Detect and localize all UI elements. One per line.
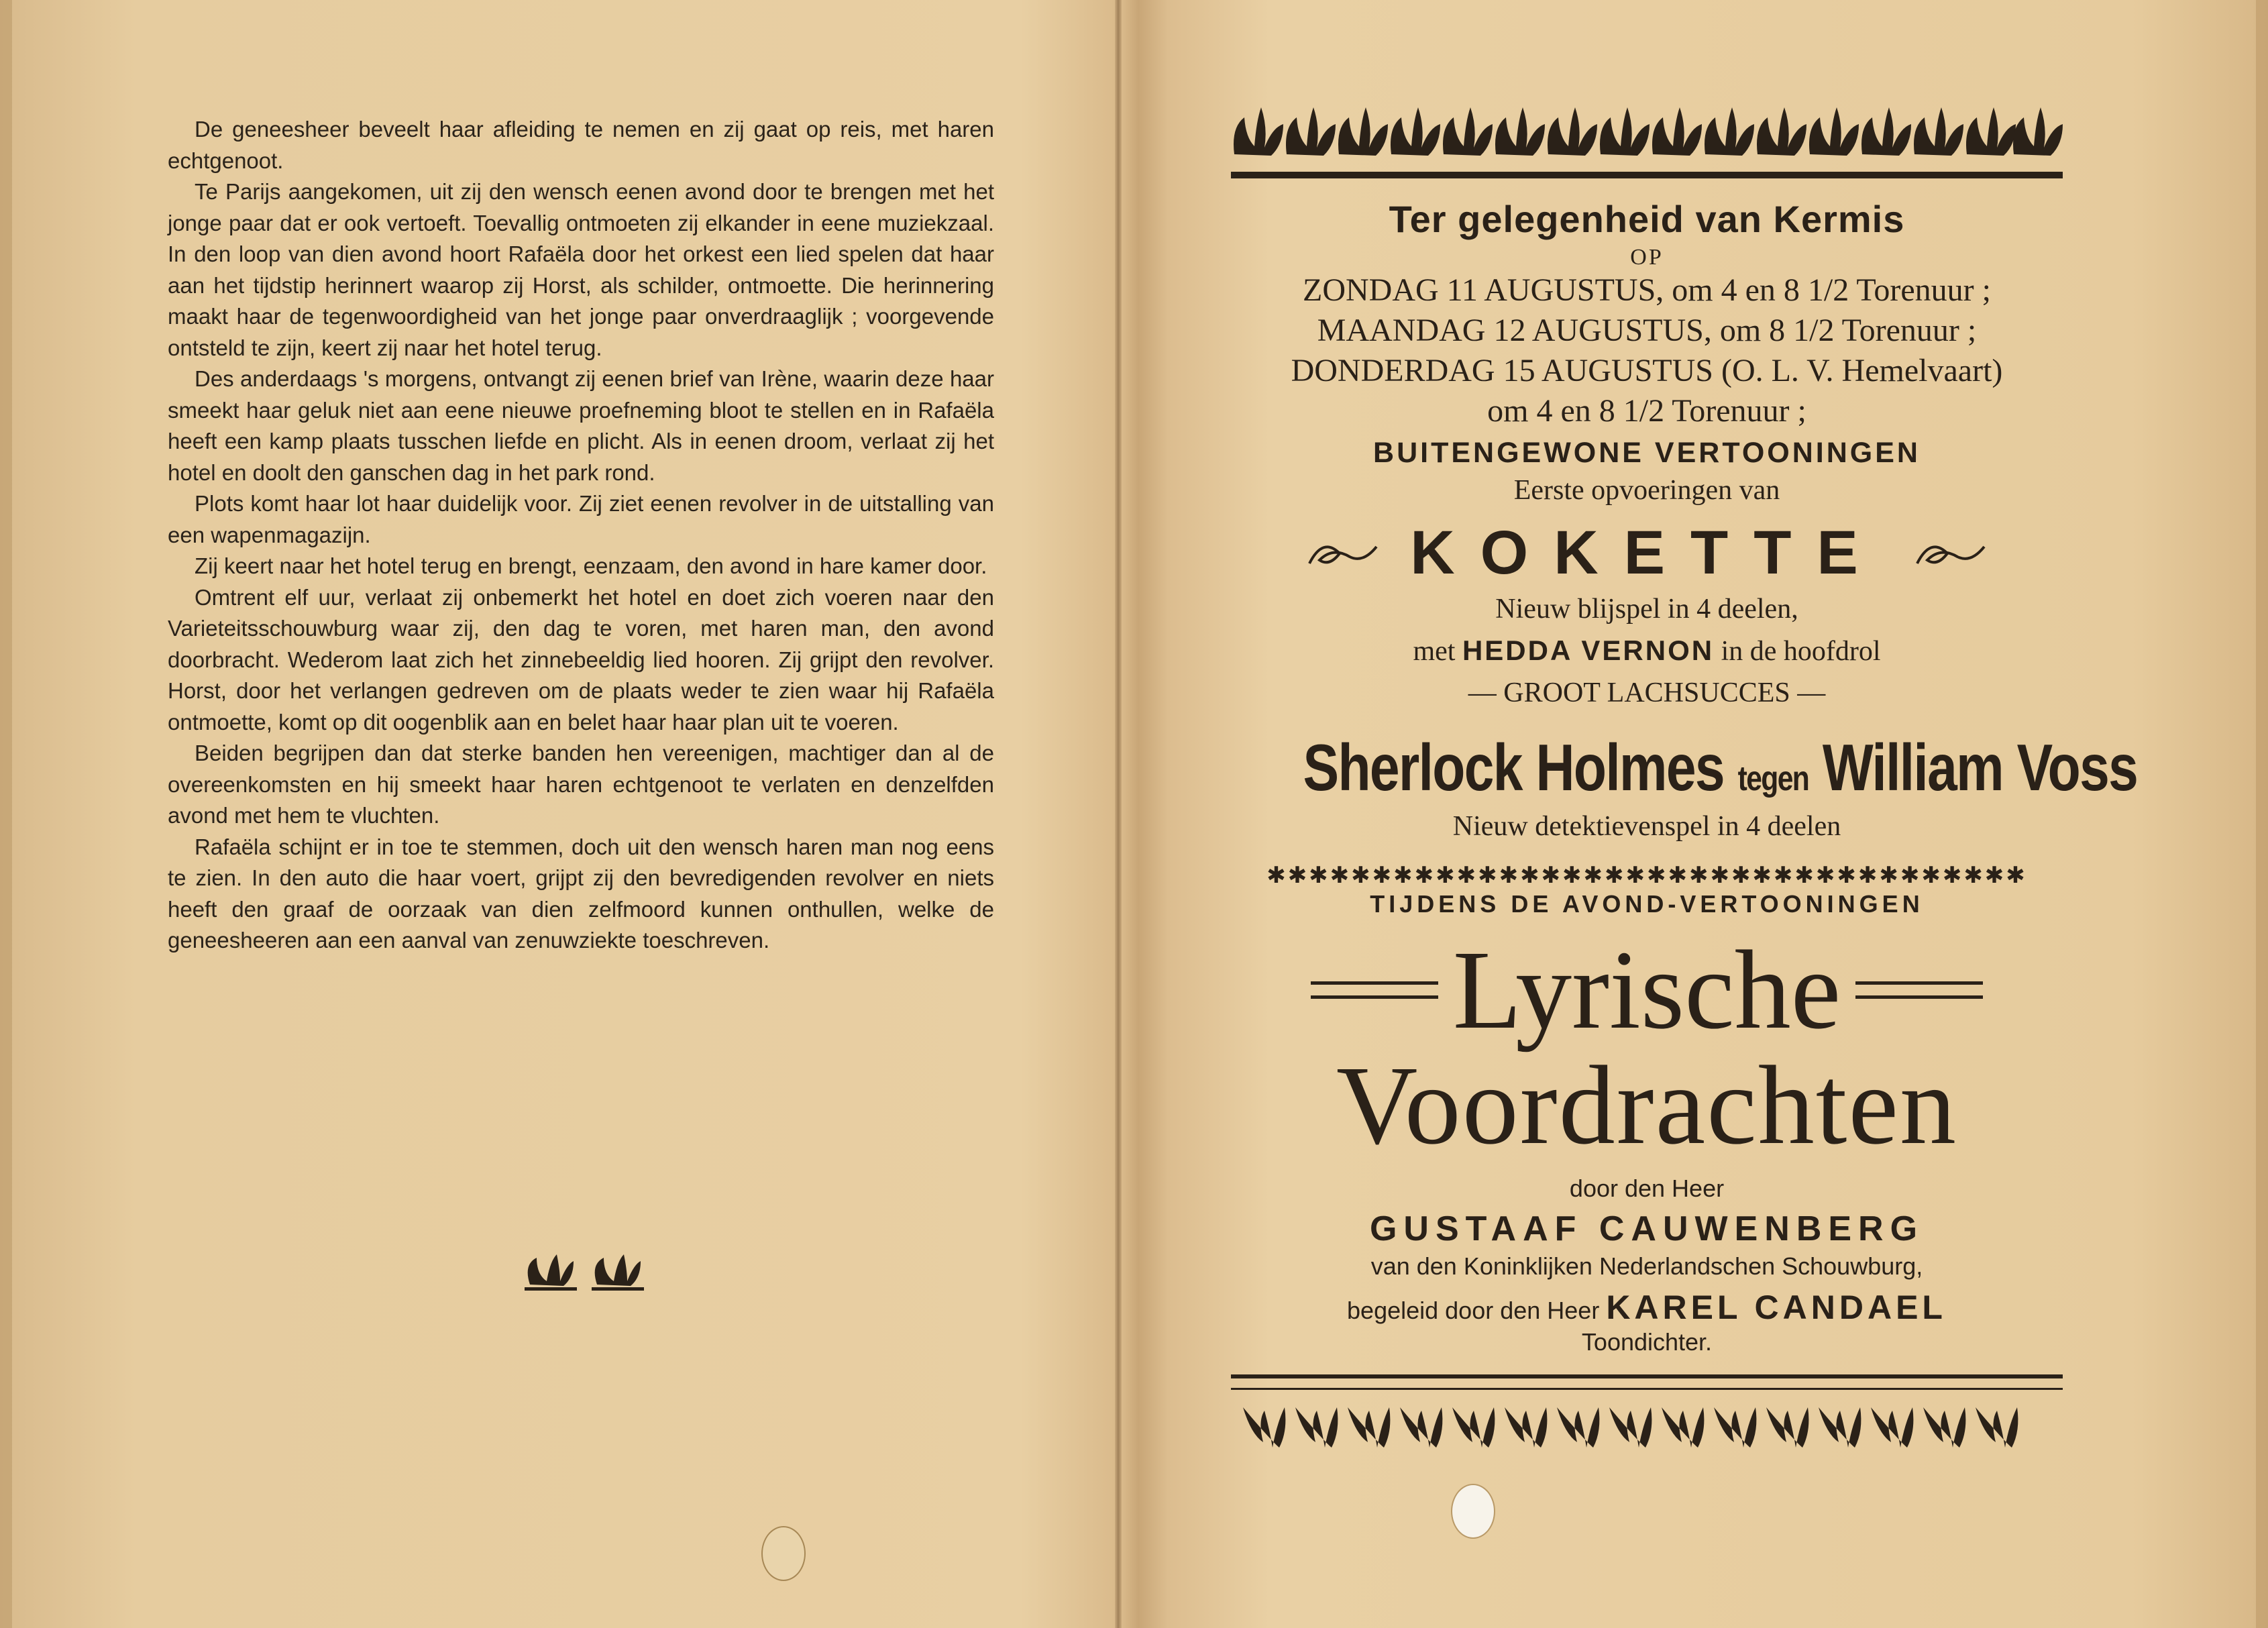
paragraph: Des anderdaags 's morgens, ontvangt zij eenen brief van Irène, waarin deze haar smeekt haar geluk niet aan eene nieuwe proefneming bloot te stellen en in Rafaëla heeft een kamp plaats tusschen liefde en plicht. Als in eenen droom, verlaat zij het hotel en doolt den ganschen dag in het park rond.: [168, 366, 994, 485]
voordrachten-title: Voordrachten: [1336, 1043, 1957, 1168]
kokette-title-row: [1228, 518, 2066, 588]
paragraph: Zij keert naar het hotel terug en brengt, eenzaam, den avond in hare kamer door.: [195, 553, 987, 578]
eerste-line: Eerste opvoeringen van: [1513, 475, 1780, 506]
hoofdrol-text: in de hoofdrol: [1721, 636, 1881, 667]
gustaaf-name: GUSTAAF CAUWENBERG: [1369, 1209, 1925, 1248]
paragraph: Plots komt haar lot haar duidelijk voor. Zij ziet eenen revolver in de uitstalling van een wapenmagazijn.: [168, 491, 994, 547]
met-word: met: [1413, 636, 1456, 667]
buitengewone-heading: BUITENGEWONE VERTOONINGEN: [1373, 437, 1921, 469]
center-fold: [1115, 0, 1122, 1628]
punch-hole-left: [761, 1526, 806, 1581]
left-page-edge: [0, 0, 12, 1628]
date-line: om 4 en 8 1/2 Torenuur ;: [1487, 393, 1806, 429]
kokette-title: KOKETTE: [1410, 519, 1884, 587]
karel-name: KAREL CANDAEL: [1606, 1289, 1947, 1326]
date-line: ZONDAG 11 AUGUSTUS, om 4 en 8 1/2 Torenuur ;: [1303, 272, 1991, 308]
leaf-border-ornament-icon: [1231, 101, 2063, 164]
paragraph: Rafaëla schijnt er in toe te stemmen, doch uit den wensch haren man nog eens te zien. In den auto die haar voert, grijpt zij den bevredigenden revolver en niets heeft den graaf de oorzaak van dien zelfmoord kunnen onthullen, welke de geneesheeren aan een aanval van zenuwziekte toeschreven.: [168, 834, 994, 953]
right-page-programme: [1228, 101, 2138, 1461]
paragraph: De geneesheer beveelt haar afleiding te nemen en zij gaat op reis, met haren echtgenoot.: [168, 117, 994, 173]
star-divider: ✱✱✱✱✱✱✱✱✱✱✱✱✱✱✱✱✱✱✱✱✱✱✱✱✱✱✱✱✱✱✱✱✱✱✱✱: [1266, 863, 2027, 888]
lotus-ornament-icon: [517, 1244, 651, 1298]
sherlock-holmes: Sherlock Holmes: [1303, 730, 1724, 804]
top-rule: [1231, 172, 2063, 178]
william-voss: William Voss: [1822, 730, 2138, 804]
lyrische-title: Lyrische: [1452, 928, 1841, 1052]
schouwburg-line: van den Koninklijken Nederlandschen Schouwburg,: [1370, 1252, 1923, 1280]
lachsucces-line: — GROOT LACHSUCCES —: [1468, 677, 1826, 708]
sherlock-description: Nieuw detektievenspel in 4 deelen: [1452, 811, 1841, 842]
paragraph: Beiden begrijpen dan dat sterke banden hen vereenigen, machtiger dan al de overeenkomsten en hij smeekt haar haren echtgenoot te verlaten en denzelfden avond met hem te vluchten.: [168, 741, 994, 828]
toondichter: Toondichter.: [1581, 1328, 1713, 1356]
tegen-word: tegen: [1737, 759, 1809, 798]
right-page-edge: [2256, 0, 2268, 1628]
avond-heading: TIJDENS DE AVOND-VERTOONINGEN: [1370, 890, 1924, 918]
paragraph: Omtrent elf uur, verlaat zij onbemerkt het hotel en doet zich voeren naar den Varieteitsschouwburg waar zij, den dag te voren, met haren man, den avond doorbracht. Wederom laat zich het zinnebeeldig lied hooren. Zij grijpt den revolver. Horst, door het verlangen gedreven om de plaats weder te zien waar hij Rafaëla ontmoette, komt op dit oogenblik aan en belet haar haar plan uit te voeren.: [168, 584, 994, 735]
lyrische-row: [1228, 928, 2066, 1052]
begeleid-text: begeleid door den Heer: [1347, 1297, 1600, 1324]
hedda-vernon: HEDDA VERNON: [1462, 635, 1715, 666]
op-label: OP: [1630, 245, 1664, 270]
swirl-ornament-icon: [1303, 533, 1383, 574]
date-line: DONDERDAG 15 AUGUSTUS (O. L. V. Hemelvaart): [1291, 353, 2003, 388]
punch-hole-right: [1451, 1484, 1495, 1539]
hedda-line: [1228, 630, 2066, 672]
sherlock-title: [1303, 730, 2138, 806]
leaf-border-ornament-icon: [1231, 1394, 2063, 1458]
double-rule: [1855, 981, 1983, 999]
bottom-rule: [1231, 1374, 2063, 1390]
date-line: MAANDAG 12 AUGUSTUS, om 8 1/2 Torenuur ;: [1317, 313, 1977, 348]
kokette-description: Nieuw blijspel in 4 deelen,: [1495, 594, 1798, 625]
door-den-heer: door den Heer: [1569, 1175, 1725, 1202]
paragraph: Te Parijs aangekomen, uit zij den wensch eenen avond door te brengen met het jonge paar dat er ook vertoeft. Toevallig ontmoeten zij elkander in eene muziekzaal. In den loop van dien avond hoort Rafaëla door het orkest een lied spelen dat haar aan het tijdstip herinnert waarop zij Horst, als schilder, ontmoette. Die herinnering maakt haar de tegenwoordigheid van het jonge paar onverdraaglijk ; voorgevende ontsteld te zijn, keert zij naar het hotel terug.: [168, 179, 994, 360]
swirl-ornament-icon: [1910, 533, 1991, 574]
occasion-heading: Ter gelegenheid van Kermis: [1389, 198, 1905, 240]
left-page-text: [168, 114, 994, 957]
double-rule: [1311, 981, 1438, 999]
